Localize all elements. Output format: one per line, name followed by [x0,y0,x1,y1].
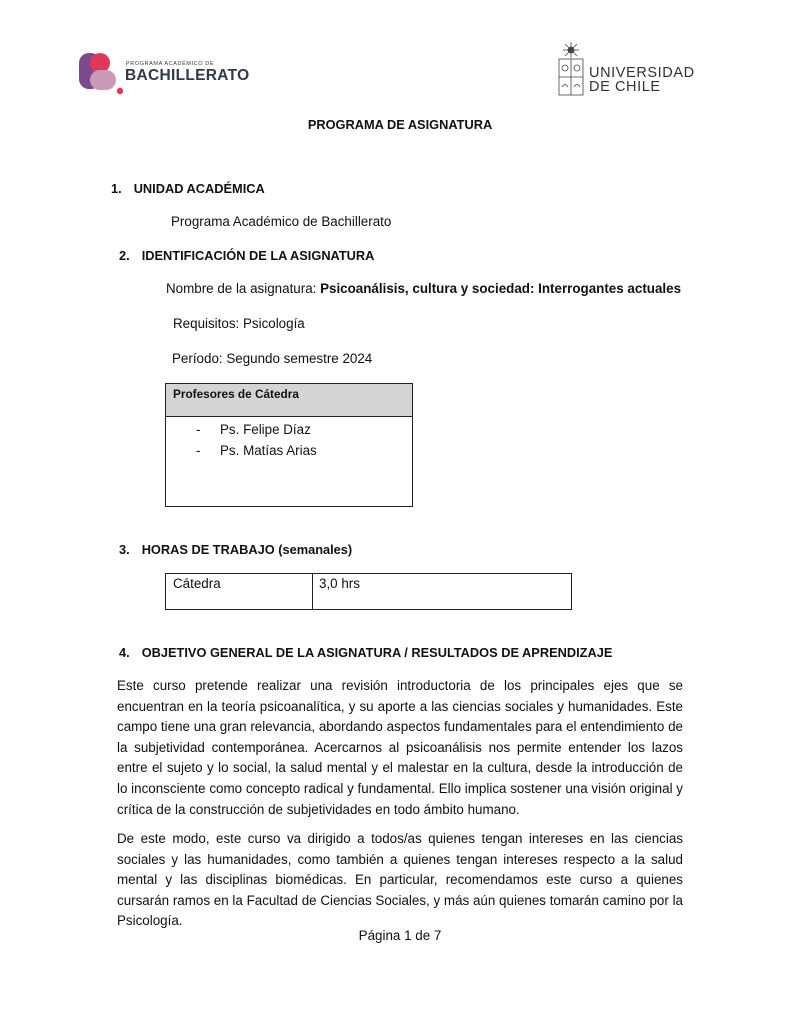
section2-number: 2. [119,248,130,263]
course-name-label: Nombre de la asignatura: [166,281,321,296]
section1-value: Programa Académico de Bachillerato [171,214,392,229]
section3-heading [119,542,352,557]
bachillerato-logo-text: BACHILLERATO [125,67,250,84]
hours-label-cell: Cátedra [166,574,313,609]
periodo: Período: Segundo semestre 2024 [172,351,373,366]
section3-title: HORAS DE TRABAJO (semanales) [141,542,353,557]
list-item [196,419,412,440]
section4-number: 4. [119,645,130,660]
course-name-value: Psicoanálisis, cultura y sociedad: Interrogantes actuales [320,281,682,296]
page-title: PROGRAMA DE ASIGNATURA [307,117,493,132]
section2-heading [119,248,374,263]
university-name [589,66,695,94]
course-name-line [166,281,681,296]
university-crest-icon [556,42,586,98]
objective-paragraph-1: Este curso pretende realizar una revisión introductoria de los principales ejes que se encuentran en la teoría psicoanalítica, y su aporte a las ciencias sociales y humanidades. Este campo tiene una gran relevancia, abordando aspectos fundamentales para el entendimiento de la subjetividad contemporánea. Acercarnos al psicoanálisis nos permite entender los lazos entre el sujeto y lo social, la salud mental y el malestar en la cultura, desde la introducción de lo inconsciente como concepto radical y fundamental. Ello implica sostener una visión original y crítica de la construcción de subjetividades en todo ámbito humano. [117,678,683,817]
requisitos: Requisitos: Psicología [173,316,305,331]
universidad-de-chile-logo [556,42,696,98]
objective-paragraph-2: De este modo, este curso va dirigido a todos/as quienes tengan intereses en las ciencias sociales y las humanidades, como también a quienes tengan intereses respecto a la salud mental y las disciplinas biomédicas. En particular, recomendamos este curso a quienes cursarán ramos en la Facultad de Ciencias Sociales, y más aún quienes tomarán camino por la Psicología. [117,831,683,929]
hours-value-cell: 3,0 hrs [319,576,360,591]
bachillerato-logo-small-text: PROGRAMA ACADÉMICO DE [126,61,215,67]
bachillerato-logo [79,53,249,95]
professors-table [165,383,413,507]
section1-title: UNIDAD ACADÉMICA [133,181,265,196]
hours-table [165,573,572,610]
section4-title: OBJETIVO GENERAL DE LA ASIGNATURA / RESULTADOS DE APRENDIZAJE [141,645,613,660]
bullet-dash: - [196,422,201,437]
professor-name: Ps. Felipe Díaz [220,422,311,437]
professors-list [166,417,412,461]
section3-number: 3. [119,542,130,557]
bachillerato-logo-mark [79,53,123,95]
professor-name: Ps. Matías Arias [220,443,317,458]
university-name-line1: UNIVERSIDAD [589,65,695,81]
list-item [196,440,412,461]
section4-heading [119,645,612,660]
professors-table-header: Profesores de Cátedra [166,384,412,417]
section1-heading [111,181,265,196]
university-name-line2: DE CHILE [589,79,661,95]
section2-title: IDENTIFICACIÓN DE LA ASIGNATURA [141,248,375,263]
section1-number: 1. [111,181,122,196]
bullet-dash: - [196,443,201,458]
page-number: Página 1 de 7 [358,928,442,943]
